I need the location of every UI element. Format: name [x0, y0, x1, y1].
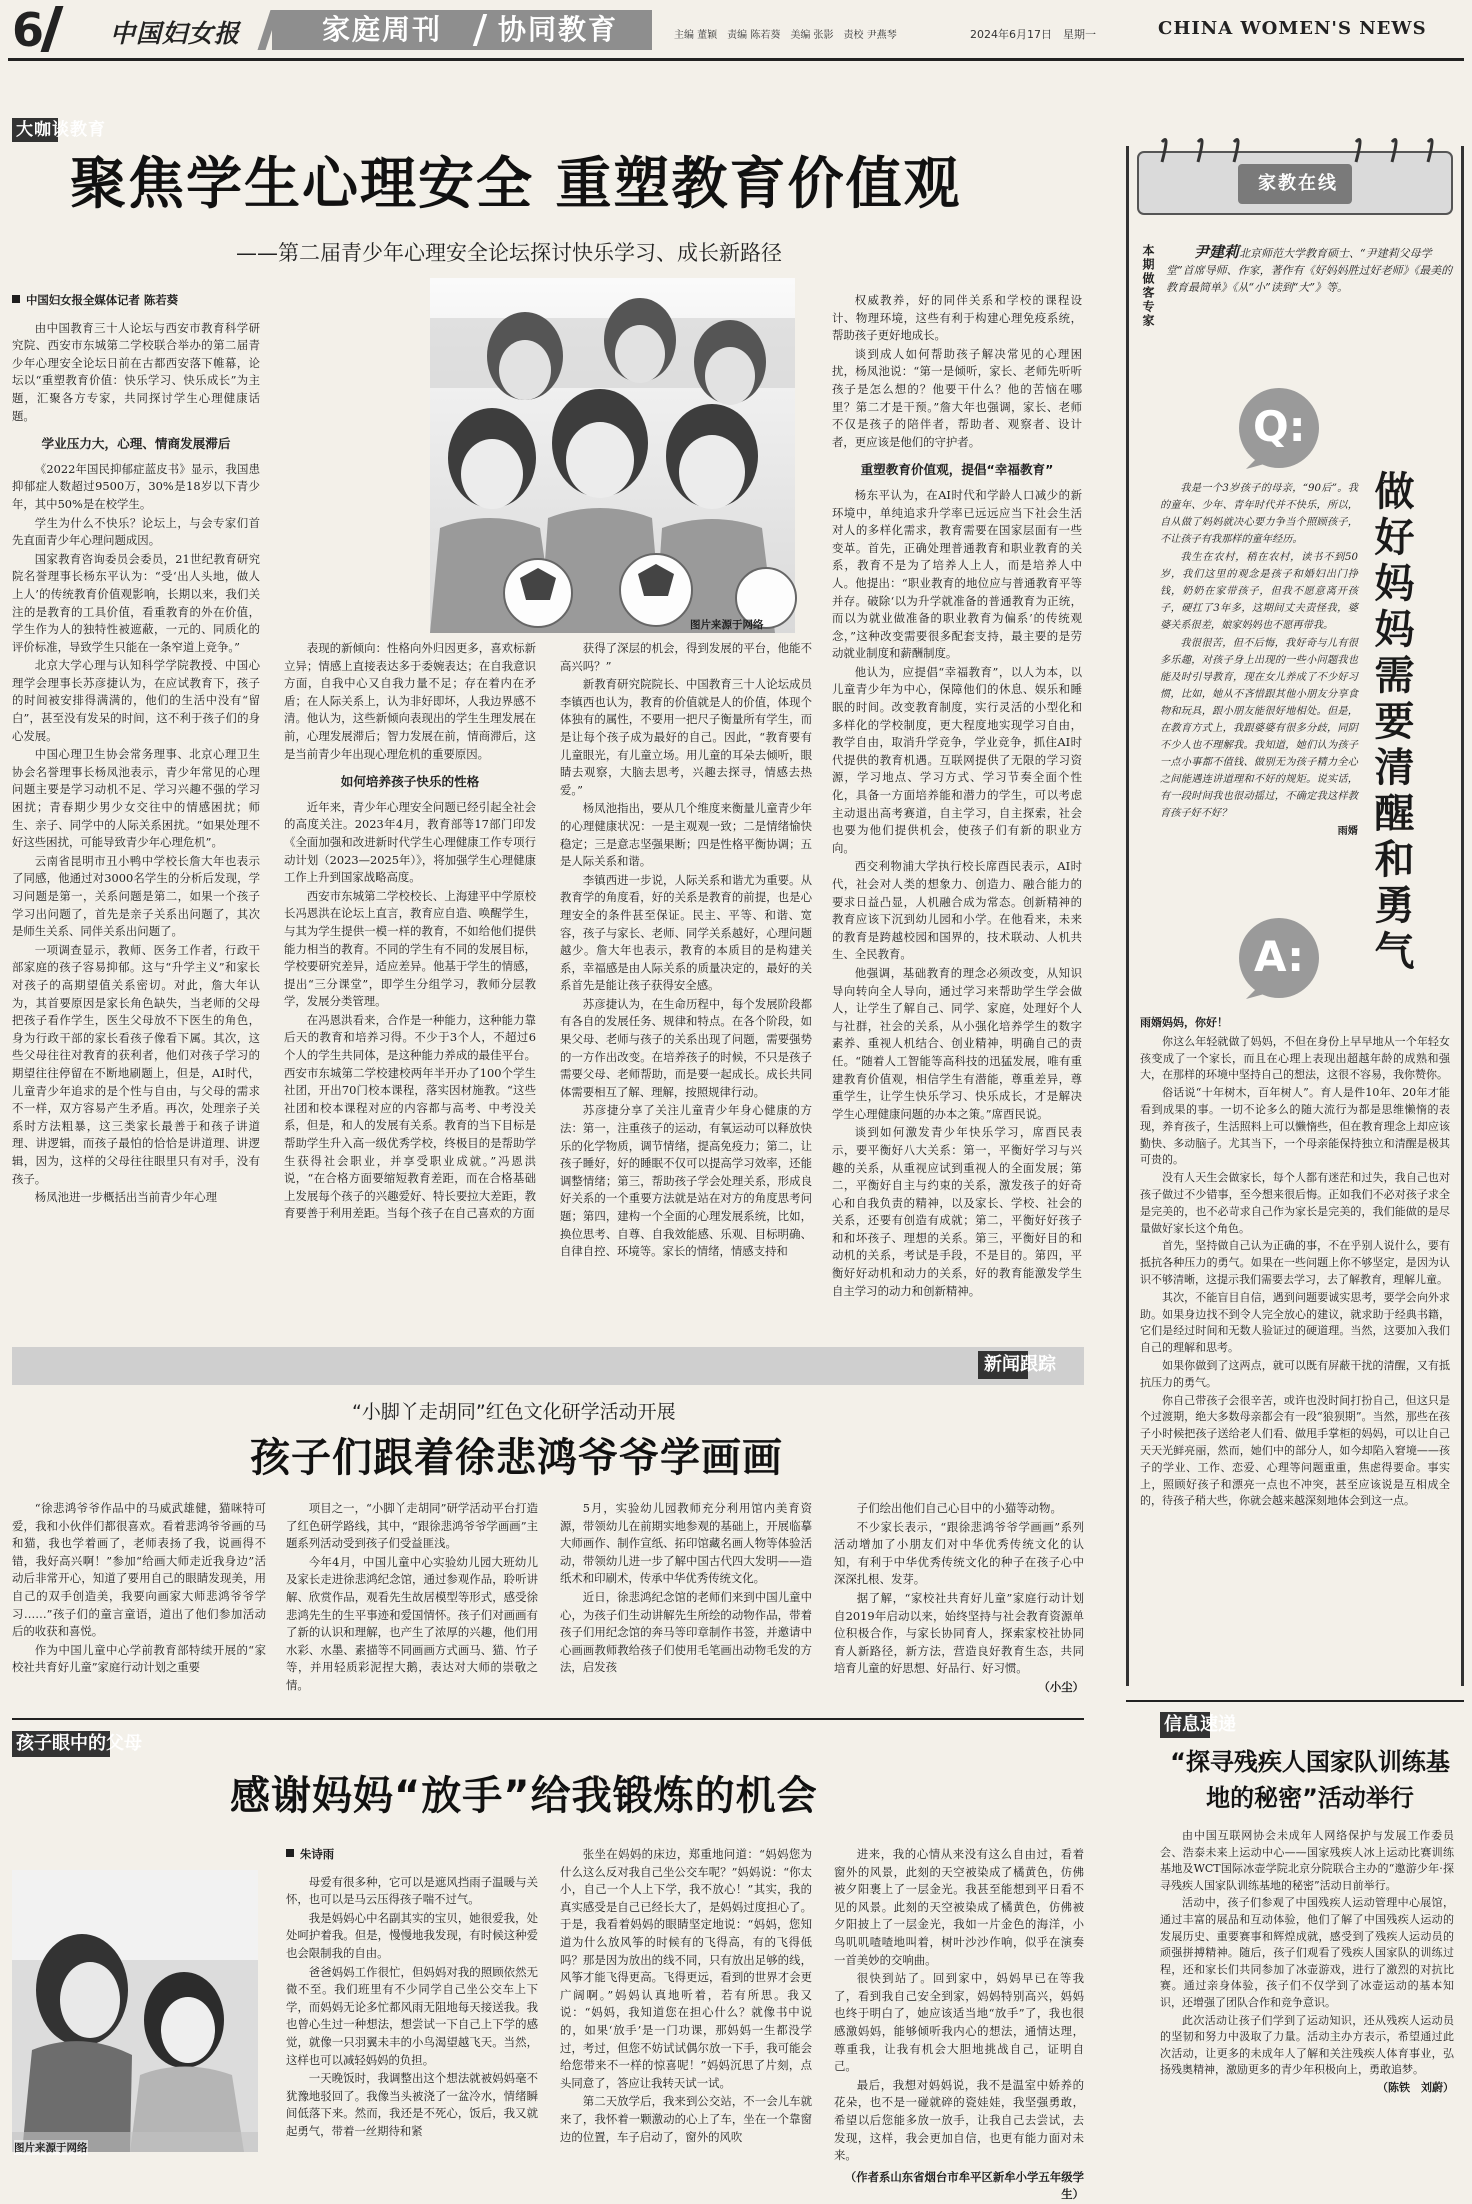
essay-column-tag-text: 孩子眼中的父母 [16, 1733, 142, 1754]
paragraph: 谈到成人如何帮助孩子解决常见的心理困扰，杨凤池说：“第一是倾听，家长、老师先听听孩子是怎么想的？他要干什么？他的苦恼在哪里？第二才是干预。”詹大年也强调，家长、老师不仅是孩子的陪伴者，帮助者、观察者、设计者，更应该是他们的守护者。 [832, 346, 1082, 449]
sidebar-big-title: 做好妈妈需要清醒和勇气 [1368, 470, 1414, 976]
paragraph: 获得了深层的机会，得到发展的平台，他能不高兴吗？” [560, 641, 812, 673]
main-col1b-paragraphs [12, 461, 260, 1207]
paragraph: 很快到站了。回到家中，妈妈早已在等我了，看到我自己安全到家，妈妈特别高兴，妈妈也终于明白了，她应该适当地“放手”了，我也很感激妈妈，能够倾听我内心的想法，通情达理，尊重我，让我有机会大胆地挑战自己，证明自己。 [834, 1971, 1084, 2074]
main-byline [12, 292, 260, 310]
paragraph: 学生为什么不快乐？论坛上，与会专家们首先直面青少年心理问题成因。 [12, 515, 260, 548]
news-credit: （小尘） [1038, 1679, 1084, 1694]
paragraph: 在冯恩洪看来，合作是一种能力，这种能力靠后天的教育和培养习得。不少于3个人，不超过6个人的学生共同体，是这种能力养成的最佳平台。西安市东城第二学校建校两年半开办了100个学生社团，开出70门校本课程，落实因材施教。“这些社团和校本课程对应的内容都与高考、中考没关系，但是，和人的发展有关系。教育的当下目标是帮助学生升入高一级优秀学校，终极目的是帮助学生获得社会职业，并享受职业成就。”冯恩洪说，“在合格方面要缩短教育差距，而在合格基础上发展每个孩子的兴趣爱好、特长要拉大差距，教育要善于利用差距。当每个孩子在自己喜欢的方面 [284, 1012, 536, 1221]
paragraph: 你自己带孩子会很辛苦，或许也没时间打扮自己，但这只是个过渡期，绝大多数母亲都会有一段“狼狈期”。当然，那些在孩子小时候把孩子送给老人们看、做甩手掌柜的妈妈，可以让自己天天光鲜亮丽，然而，她们中的部分人，如今却陷入窘境——孩子的学业、工作、恋爱、心理等问题重重，焦虑得要命。事实上，照顾好孩子和漂亮一点也不冲突，甚至应该说是互相成全的，待孩子稍大些，你就会越来越深刻地体会到这一点。 [1140, 1393, 1450, 1508]
paragraph: 近日，徐悲鸿纪念馆的老师们来到中国儿童中心，为孩子们生动讲解先生所绘的动物作品，带着孩子们用纪念馆的奔马等印章制作书签，并邀请中心画画教师教给孩子们使用毛笔画出动物毛发的方法，启发孩 [560, 1589, 812, 1675]
paragraph: 杨凤池指出，要从几个维度来衡量儿童青少年的心理健康状况：一是主观观一致；二是情绪愉快稳定；三是意志坚强果断；四是性格平衡协调；五是人际关系和谐。 [560, 801, 812, 869]
issue-date: 2024年6月17日 星期一 [970, 28, 1096, 41]
paragraph: 我很很苦，但不后悔，我好奇与儿有很多乐趣，对孩子身上出现的一些小问题我也能及时引导教育，现在女儿养成了不少好习惯，比如，她从不吝惜跟其他小朋友分享食物和玩具，跟小朋友能很好地相处。但是，在教育方式上，我跟婆婆有很多分歧，同阴不少人也不理解我。我知道，她们认为孩子一点小事都不值钱、做别无为孩子精力全心之间能遇连讲道理和不好的规矩。说实话，有一段时间我也很动摇过，不确定我这样教育孩子好不好？ [1160, 638, 1358, 819]
paragraph: 你这么年轻就做了妈妈，不但在身份上早早地从一个年轻女孩变成了一个家长，而且在心理上表现出超越年龄的成熟和强大，在那样的环境中坚持自己的想法，这很不容易，我你赞你。 [1140, 1034, 1450, 1082]
question-marker [1236, 385, 1322, 471]
question-paragraphs [1160, 480, 1358, 822]
paragraph: 最后，我想对妈妈说，我不是温室中娇养的花朵，也不是一碰就碎的瓷娃娃，我坚强勇敢，希望以后您能多放一放手，让我自己去尝试，去发现，这样，我会更加自信，也更有能力面对未来。 [834, 2077, 1084, 2163]
page-number: 6 [12, 3, 45, 57]
expert-name: 尹建莉 [1194, 243, 1240, 261]
news-tag-text: 信息速递 [1164, 1714, 1236, 1735]
question-marker-text: Q: [1253, 402, 1306, 451]
paragraph: 杨凤池进一步概括出当前青少年心理 [34, 1190, 218, 1205]
paragraph: 北京大学心理与认知科学学院教授、中国心理学会理事长苏彦捷认为，在应试教育下，孩子的时间被安排得满满的，他们的生活中没有“留白”，甚至没有发呆的时间，这不利于孩子们的身心发展。 [12, 658, 260, 743]
news-col3-paragraphs [560, 1500, 812, 1677]
paragraph: 表现的新倾向：性格向外归因更多，喜欢标新立异；情感上直接表达多于委婉表达；在自我意识方面，自我中心又自我力量不足；存在着内在矛盾；在人际关系上，认为非好即坏，人我边界感不清。他认为，这些新倾向表现出的学生生理发展在前，心理发展滞后；智力发展在前，情商滞后，这是当前青少年出现心理危机的重要原因。 [284, 641, 536, 761]
paragraph: 他认为，应提倡“幸福教育”，以人为本，以儿童青少年为中心，保障他们的休息、娱乐和睡眠的时间。改变教育制度，实行灵活的小型化和多样化的学校制度，更大程度地实现学习自由，教学自由，取消升学竞争，学业竞争，抓住AI时代提供的教育机遇。互联网提供了无限的学习资源，学习地点、学习方式、学习节奏全面个性化，具备一方面培养能和潜力的学生，可以考虑主动退出高考赛道，自主学习，自主探索，社会也要为他们提供机会，使孩子们有新的职业方向。 [832, 664, 1082, 855]
news-col2 [286, 1500, 538, 1710]
paragraph: 5月，实验幼儿园教师充分利用馆内美育资源，带领幼儿在前期实地参观的基础上，开展临摹大师画作、制作宣纸、拓印馆藏名画人物等体验活动，带领幼儿进一步了解中国古代四大发明——造纸术和印刷术，传承中华优秀传统文化。 [560, 1501, 812, 1586]
news-col4 [834, 1500, 1084, 1710]
paragraph: 第二天放学后，我来到公交站，不一会儿车就来了，我怀着一颗激动的心上了车，坐在一个靠窗边的位置，车子启动了，窗外的风吹 [560, 2094, 812, 2144]
masthead [0, 0, 1472, 62]
essay-col1-paragraphs [286, 1874, 538, 2141]
paragraph: 新教育研究院院长、中国教育三十人论坛成员李镇西也认为，教育的价值就是人的价值，体现个体独有的属性，不要用一把尺子衡量所有学生，而是让每个孩子成为最好的自己。因此，“教育要有儿童眼光，有儿童立场。用儿童的耳朵去倾听，眼睛去观察，大脑去思考，兴趣去探寻，情感去热爱。” [560, 677, 812, 797]
paragraph: 苏彦捷认为，在生命历程中，每个发展阶段都有各自的发展任务、规律和特点。在各个阶段，如果父母、老师与孩子的关系出现了问题，需要强势的一方作出改变。在培养孩子的时候，不只是孩子需要父母、老师帮助，而是要一起成长。成长共同体需要相互了解、理解，按照规律行动。 [560, 996, 812, 1099]
sidebar-header [1134, 128, 1456, 218]
news-col3 [560, 1500, 812, 1710]
paragraph: 此次活动让孩子们学到了运动知识，还从残疾人运动员的坚韧和努力中汲取了力量。活动主办方表示，希望通过此次活动，让更多的未成年人了解和关注残疾人体育事业，弘扬残奥精神，激励更多的青少年积极向上，勇敢追梦。 [1160, 2013, 1454, 2077]
paragraph: 活动中，孩子们参观了中国残疾人运动管理中心展馆，通过丰富的展品和互动体验，他们了解了中国残疾人运动的发展历史、重要赛事和辉煌成就，感受到了残疾人运动员的顽强拼搏精神。随后，孩子们观看了残疾人国家队的训练过程，还和家长们共同参加了冰壶游戏，进行了激烈的对抗比赛。通过亲身体验，孩子们不仅学到了冰壶运动的基本知识，还增强了团队合作和竞争意识。 [1160, 1896, 1454, 2009]
essay-col3-paragraphs [834, 1846, 1084, 2165]
paragraph: 首先，坚持做自己认为正确的事，不在乎别人说什么，要有抵抗各种压力的勇气。如果在一些问题上你不够坚定，是因为认识不够清晰，这提示我们需要去学习，去了解教育，理解儿童。 [1140, 1239, 1450, 1286]
main-photo [430, 278, 795, 633]
main-headline: 聚焦学生心理安全 重塑教育价值观 [70, 152, 962, 217]
main-article-col2 [284, 640, 536, 1221]
question-sign: 雨婿 [1337, 826, 1358, 837]
paragraph: 项目之一，“小脚丫走胡同”研学活动平台打造了红色研学路线，其中，“跟徐悲鸿爷爷学画画”主题系列活动受到孩子们受益匪浅。 [286, 1501, 538, 1551]
staff-line: 主编 董颖 责编 陈若葵 美编 张影 责校 尹燕琴 [674, 30, 897, 41]
question-box [1160, 480, 1358, 920]
main-col2b-paragraphs [284, 799, 536, 1223]
paragraph: 子们绘出他们自己心目中的小猫等动物。 [856, 1501, 1062, 1515]
main-col4b-paragraphs [832, 487, 1082, 1300]
paragraph: 据了解，“家校社共育好儿童”家庭行动计划自2019年启动以来，始终坚持与社会教育资源单位积极合作，与家长协同育人，探索家校社协同育人新路径，新方法，营造良好教育生态，共同培育儿童的好思想、好品行、好习惯。 [834, 1590, 1084, 1676]
section-rule-2 [12, 1718, 1084, 1720]
sidebar-news-credit: （陈铁 刘蔚） [1377, 2080, 1454, 2094]
news-col1 [12, 1500, 266, 1710]
main-col4-paragraphs [832, 292, 1082, 451]
main-byline-text: 中国妇女报全媒体记者 陈若葵 [26, 293, 179, 307]
section-title: 家庭周刊 [322, 13, 443, 46]
paragraph: 中国心理卫生协会常务理事、北京心理卫生协会名誉理事长杨凤池表示，青少年常见的心理问题主要是学习动机不足、学习兴趣不强的学习困扰；青春期少男少女交往中的情感困扰；师生、亲子、同学中的人际关系困扰。“如果处理不好这些困扰，可能导致青少年心理危机”。 [12, 747, 260, 850]
paragraph: 母爱有很多种，它可以是遮风挡雨子温暖与关怀，也可以是马云压得孩子喘不过气。 [286, 1874, 538, 1907]
essay-column-tag [12, 1731, 192, 1757]
expert-intro-box [1166, 244, 1456, 296]
news-tag [1160, 1712, 1270, 1738]
news-col2-paragraphs [286, 1500, 538, 1695]
essay-col2-paragraphs [560, 1846, 812, 2146]
sidebar-news-headline: “探寻残疾人国家队训练基地的秘密”活动举行 [1170, 1748, 1450, 1812]
paragraph: 一项调查显示，教师、医务工作者，行政干部家庭的孩子容易抑郁。这与“升学主义”和家长对孩子的高期望值关系密切。对此，詹大年认为，其首要原因是家长角色缺失，当老师的父母把孩子看作学生，医生父母放不下医生的角色，身为行政干部的家长看孩子像看下属。其次，这些父母往往对教育的获利者，他们对孩子学习的期望往往停留在不断地刷题上，但是，AI时代，儿童青少年追求的是个性与自由，与父母的需求不一样，双方容易产生矛盾。再次，处理亲子关系时方法粗暴，这三类家长最善于和孩子讲道理、讲逻辑，而孩子最怕的恰恰是讲道理、讲逻辑，因为，这样的父母往往眼里只有对手，没有孩子。 [12, 942, 260, 1186]
paragraph: 一天晚饭时，我调整出这个想法就被妈妈毫不犹豫地驳回了。我像当头被浇了一盆冷水，情绪瞬间低落下来。然而，我还是不死心，饭后，我又就起勇气，带着一丝期待和紧 [286, 2071, 538, 2138]
essay-headline: 感谢妈妈“放手”给我锻炼的机会 [230, 1773, 818, 1819]
mother-daughter-photo-illustration [12, 1870, 258, 2152]
paragraph: 我是一个3岁孩子的母亲，“90后”。我的童年、少年、青年时代并不快乐，所以，自从做了妈妈就决心要力争当个照顾孩子，不让孩子有我那样的童年经历。 [1160, 483, 1358, 545]
news-column-tag-text: 新闻跟踪 [984, 1354, 1056, 1375]
paragraph: 他强调，基础教育的理念必须改变，从知识导向转向全人导向，通过学习来帮助学生学会做人，让学生了解自己、同学、家庭，处理好个人与社群，社会的关系，从小强化培养学生的数字素养、重视人机结合、创业精神，明确自己的责任。“随着人工智能等高科技的迅猛发展，唯有重建教育价值观，相信学生有潜能，尊重差异，尊重学生，让学生快乐学习、快乐成长，才是解决学生心理健康问题的办本之策。”席酉民说。 [832, 965, 1082, 1121]
main-column-tag [12, 118, 144, 142]
paragraph: 《2022年国民抑郁症蓝皮书》显示，我国患抑郁症人数超过9500万，30%是18岁以下青少年，其中50%是在校学生。 [12, 461, 260, 511]
paragraph: 我生在农村，稍在农村，读书不到50岁，我们这里的观念是孩子和婚妇出门挣钱，奶奶在家带孩子，但我不愿意离开孩子，硬扛了3年多，这期间丈夫责怪我，婆婆关系很差，娘家妈妈也不愿再带我。 [1160, 552, 1358, 631]
sidebar-title: 家教在线 [1258, 173, 1338, 194]
paragraph: 今年4月，中国儿童中心实验幼儿园大班幼儿及家长走进徐悲鸿纪念馆，通过参观作品，聆听讲解、欣赏作品，观看先生故居模型等形式，感受徐悲鸿先生的生平事迹和爱国情怀。孩子们对画画有了新的认识和理解，也产生了浓厚的兴趣，他们用水彩、水墨、素描等不同画画方式画马、猫、竹子等，并用轻质彩泥捏大鹅，表达对大师的崇敬之情。 [286, 1554, 538, 1692]
paragraph: 谈到如何激发青少年快乐学习，席酉民表示，要平衡好八大关系：第一，平衡好学习与兴趣的关系，从重视应试到重视人的全面发展；第二，平衡好自主与约束的关系，激发孩子的好奇心和自我负责的精神，以及家长、学校、社会的关系，还要有创造有成就；第二，平衡好好孩子和和坏孩子、理想的关系。第三，平衡好目的和动机的关系，考试是手段，不是目的。第四，平衡好好动机和动力的关系，好的教育能激发学生自主学习的动力和创新精神。 [832, 1125, 1082, 1298]
paragraph: 作为中国儿童中心学前教育部特续开展的“家校社共育好儿童”家庭行动计划之重要 [12, 1642, 266, 1675]
answer-box [1140, 1015, 1450, 1680]
paragraph: 其次，不能盲目自信，遇到问题要诚实思考，要学会向外求助。如果身边找不到令人完全放心的建议，就求助于经典书籍，它们是经过时间和无数人验证过的硬道理。当然，这要加入我们自己的理解和思考。 [1140, 1290, 1450, 1355]
children-photo-illustration [430, 278, 795, 633]
paragraph: 俗话说“十年树木，百年树人”。育人是件10年、20年才能看到成果的事。一切不论多么的随大流行为都是思维懒惰的表现，养育孩子，生活照料上可以懒惰些，但在教育理念上却应该勤快、多动脑子。尤其当下，一个母亲能保持独立和清醒是极其可贵的。 [1140, 1086, 1450, 1167]
paragraph: 西安市东城第二学校校长、上海建平中学原校长冯恩洪在论坛上直言，教育应自造、唤醒学生，与其为学生提供一模一样的教育，不如给他们提供能力相当的教育。不同的学生有不同的发展目标，学校要研究差异，适应差异。他基于学生的情感，提出“三分课堂”，即学生分组学习，教师分层教学，发展分类管理。 [284, 888, 536, 1009]
essay-photo-caption: 图片来源于网络 [14, 2142, 88, 2154]
answer-marker-text: A: [1254, 932, 1305, 981]
paragraph: 如果你做到了这两点，就可以既有屏蔽干扰的清醒，又有抵抗压力的勇气。 [1140, 1358, 1450, 1389]
byline-square [286, 1849, 294, 1857]
answer-paragraphs [1140, 1034, 1450, 1510]
paragraph: 由中国互联网协会未成年人网络保护与发展工作委员会、浩泰未来上运动中心——国家残疾人冰上运动比赛训练基地及WCT国际冰壶学院北京分院联合主办的“邀游少年·探寻残疾人国家队训练基地的秘密”活动日前举行。 [1160, 1829, 1454, 1892]
essay-credit: （作者系山东省烟台市牟平区新牟小学五年级学生） [844, 2169, 1084, 2202]
essay-col3 [834, 1846, 1084, 2202]
news-kicker: “小脚丫走胡同”红色文化研学活动开展 [352, 1401, 676, 1423]
paragraph: 杨东平认为，在AI时代和学龄人口减少的新环境中，单纯追求升学率已远远应当下社会生活对人的多样化需求，教育需要在国家层面有一些变革。首先，正确处理普通教育和职业教育的关系，教育不是为了培养人上人，而是培养人中人。他提出：“职业教育的地位应与普通教育平等并存。破除‘以为升学就准备的普通教育为正统，而以为就业做准备的职业教育为偏系’的传统观念，”这种改变需要很多配套支持，最主要的是劳动就业制度和薪酬制度。 [832, 487, 1082, 661]
main-article-col4 [832, 292, 1082, 1298]
paragraph: 国家教育咨询委员会委员，21世纪教育研究院名誉理事长杨东平认为：“受‘出人头地，做人上人’的传统教育价值观影响，长期以来，我们关注的是教育的工具价值，看重教育的外在价值，学生作为人的独特性被遮蔽，一元的、同质化的评价标准，导致学生只能在一条窄道上竞争。” [12, 551, 260, 654]
paragraph: “徐悲鸿爷爷作品中的马威武雄健，猫咪特可爱，我和小伙伴们都很喜欢。看着悲鸿爷爷画的马和猫，我也学着画了，老师表扬了我，说画得不错，我好高兴啊！”参加“给画大师走近我身边”活动后非常开心，知道了要用自己的眼睛发现美，用自己的双手创造美，我要向画家大师悲鸿爷爷学习……”孩子们的童言童语，道出了他们参加活动后的收获和喜悦。 [12, 1501, 266, 1639]
paragraph: 不少家长表示，“跟徐悲鸿爷爷学画画”系列活动增加了小朋友们对中华优秀传统文化的认知，有利于中华优秀传统文化的种子在孩子心中深深扎根、发芽。 [834, 1519, 1084, 1587]
expert-intro: 北京师范大学教育硕士、“尹建莉父母学堂”首席导师、作家，著作有《好妈妈胜过好老师》《最美的教育最简单》《从“小”读到“大”》等。 [1166, 247, 1453, 294]
sidebar-news-body [1160, 1828, 1454, 2148]
main-article-col3 [560, 640, 812, 1259]
news-col1-paragraphs [12, 1500, 266, 1677]
main-column-tag-text: 大咖谈教育 [16, 120, 106, 140]
main-subhead: ——第二届青少年心理安全论坛探讨快乐学习、成长新路径 [236, 241, 782, 265]
news-band [12, 1347, 1084, 1385]
paragraph: 爸爸妈妈工作很忙，但妈妈对我的照顾依然无微不至。我们班里有不少同学自己坐公交车上下学，而妈妈无论多忙都风雨无阻地每天接送我。我也曾心生过一种想法，想尝试一下自己上下学的感觉，就像一只羽翼未丰的小鸟渴望越飞天。当然，这样也可以减轻妈妈的负担。 [286, 1964, 538, 2067]
sidebar-news-paragraphs [1160, 1828, 1454, 2079]
paragraph: 张坐在妈妈的床边，郑重地问道：“妈妈您为什么这么反对我自己坐公交车呢？”妈妈说：“你太小，自己一个人上下学，我不放心！”其实，我的真实感受是自己已经长大了，是妈妈过度担心了。于是，我看着妈妈的眼睛坚定地说：“妈妈，您知道为什么放风筝的时候有的飞得高，有的飞得低吗？那是因为放出的线不同，只有放出足够的线，风筝才能飞得更高。飞得更远，看到的世界才会更广阔啊。”妈妈认真地听着，若有所思。我又说：“妈妈，我知道您在担心什么？就像书中说的，如果‘放手’是一门功课，那妈妈一生都没学过，考过，但您不妨试试偶尔放一下手，我可能会给您带来不一样的惊喜呢！”妈妈沉思了片刻，点头同意了，答应让我转天试一试。 [560, 1847, 812, 2090]
main-article-col1 [12, 292, 260, 1205]
news-headline: 孩子们跟着徐悲鸿爷爷学画画 [250, 1435, 783, 1481]
paragraph: 近年来，青少年心理安全问题已经引起全社会的高度关注。2023年4月，教育部等17部门印发《全面加强和改进新时代学生心理健康工作专项行动计划（2023—2025年）》，将加强学生心理健康工作上升到国家战略高度。 [284, 799, 536, 885]
paragraph: 进来，我的心情从来没有这么自由过，看着窗外的风景，此刻的天空被染成了橘黄色，仿佛被夕阳裹上了一层金光。我甚至能想到平日看不见的风景。此刻的天空被染成了橘黄色，仿佛被夕阳披上了一层金光，我如一片金色的海洋，小鸟叽叽喳喳地叫着，树叶沙沙作响，似乎在演奏一首美妙的交响曲。 [834, 1847, 1084, 1967]
byline-square [12, 295, 20, 303]
essay-col1 [286, 1846, 538, 2161]
essay-photo [12, 1870, 258, 2152]
paragraph: 云南省昆明市丑小鸭中学校长詹大年也表示了同感，他通过对3000名学生的分析后发现，学习问题是第一，关系问题是第二，如果一个孩子学习出问题了，首先是亲子关系出问题了，其次是师生关系、同伴关系出问题了。 [12, 853, 260, 939]
paragraph: 权威教养，好的同伴关系和学校的课程设计、物理环境，这些有利于构建心理免疫系统，帮助孩子更好地成长。 [832, 293, 1082, 343]
main-photo-caption: 图片来源于网络 [690, 619, 764, 631]
main-col1-paragraphs [12, 320, 260, 426]
main-col3-paragraphs [560, 640, 812, 1261]
main-col2-paragraphs [284, 640, 536, 763]
main-col4-subheading: 重塑教育价值观，提倡“幸福教育” [860, 462, 1054, 478]
main-col2-subheading: 如何培养孩子快乐的性格 [340, 774, 480, 790]
answer-marker [1236, 915, 1322, 1001]
sidebar-rule [1126, 1700, 1464, 1702]
essay-byline-text: 朱诗雨 [300, 1847, 335, 1861]
paragraph: 由中国教育三十人论坛与西安市教育科学研究院、西安市东城第二学校联合举办的第二届青少年心理安全论坛日前在古都西安落下帷幕，论坛以“重塑教育价值：快乐学习、快乐成长”为主题，汇聚各方专家，共同探讨学生心理健康话题。 [12, 320, 260, 423]
answer-greeting: 雨婿妈妈，你好！ [1140, 1016, 1228, 1029]
paragraph: 没有人天生会做家长，每个人都有迷茫和过失，我自己也对孩子做过不少错事，至今想来很后悔。正如我们不必对孩子求全是完美的，也不必苛求自己作为家长是完美的，我们能做的是尽量做好家长这个角色。 [1140, 1171, 1450, 1235]
paragraph: 我是妈妈心中名副其实的宝贝，她很爱我，处处呵护着我。但是，慢慢地我发现，有时候这种爱也会限制我的自由。 [286, 1910, 538, 1960]
paper-logo: 中国妇女报 [110, 19, 241, 48]
essay-col2 [560, 1846, 812, 2161]
masthead-rule [8, 58, 1464, 61]
paragraph: 李镇西进一步说，人际关系和谐尤为重要。从教育学的角度看，好的关系是教育的前提，也是心理安全的条件甚至保证。民主、平等、和谐、宽容，孩子与家长、老师、同学关系越好，心理问题越少。詹大年也表示，教育的本质目的是构建关系，幸福感是由人际关系的质量决定的，最好的关系首先是能让孩子获得安全感。 [560, 872, 812, 993]
subsection-title: 协同教育 [498, 13, 619, 46]
english-name: CHINA WOMEN'S NEWS [1158, 18, 1427, 39]
paragraph: 苏彦捷分享了关注儿童青少年身心健康的方法：第一，注重孩子的运动，有氧运动可以释放快乐的化学物质，调节情绪，提高免疫力；第二，让孩子睡好，好的睡眠不仅可以提高学习效率，还能调整情绪；第三，帮助孩子学会处理关系，形成良好关系的一个重要方法就是站在对方的角度思考问题；第四，建构一个全面的心理发展系统，比如，换位思考、自尊、自我效能感、乐观、目标明确、自律自控、环境等。家长的情绪，情感支持和 [560, 1103, 812, 1259]
paragraph: 西交利物浦大学执行校长席酉民表示，AI时代，社会对人类的想象力、创造力、融合能力的要求日益凸显，人机融合成为常态。创新精神的教育应该下沉到幼儿园和小学。在他看来，未来的教育是跨越校园和国界的，技术联动、人机共生、全民教育。 [832, 859, 1082, 962]
essay-byline [286, 1846, 538, 1864]
news-col4-paragraphs [834, 1500, 1084, 1678]
main-col1-subheading: 学业压力大，心理、情商发展滞后 [41, 436, 231, 452]
expert-label: 本期做客专家 [1141, 244, 1155, 328]
news-column-tag [978, 1345, 1084, 1385]
